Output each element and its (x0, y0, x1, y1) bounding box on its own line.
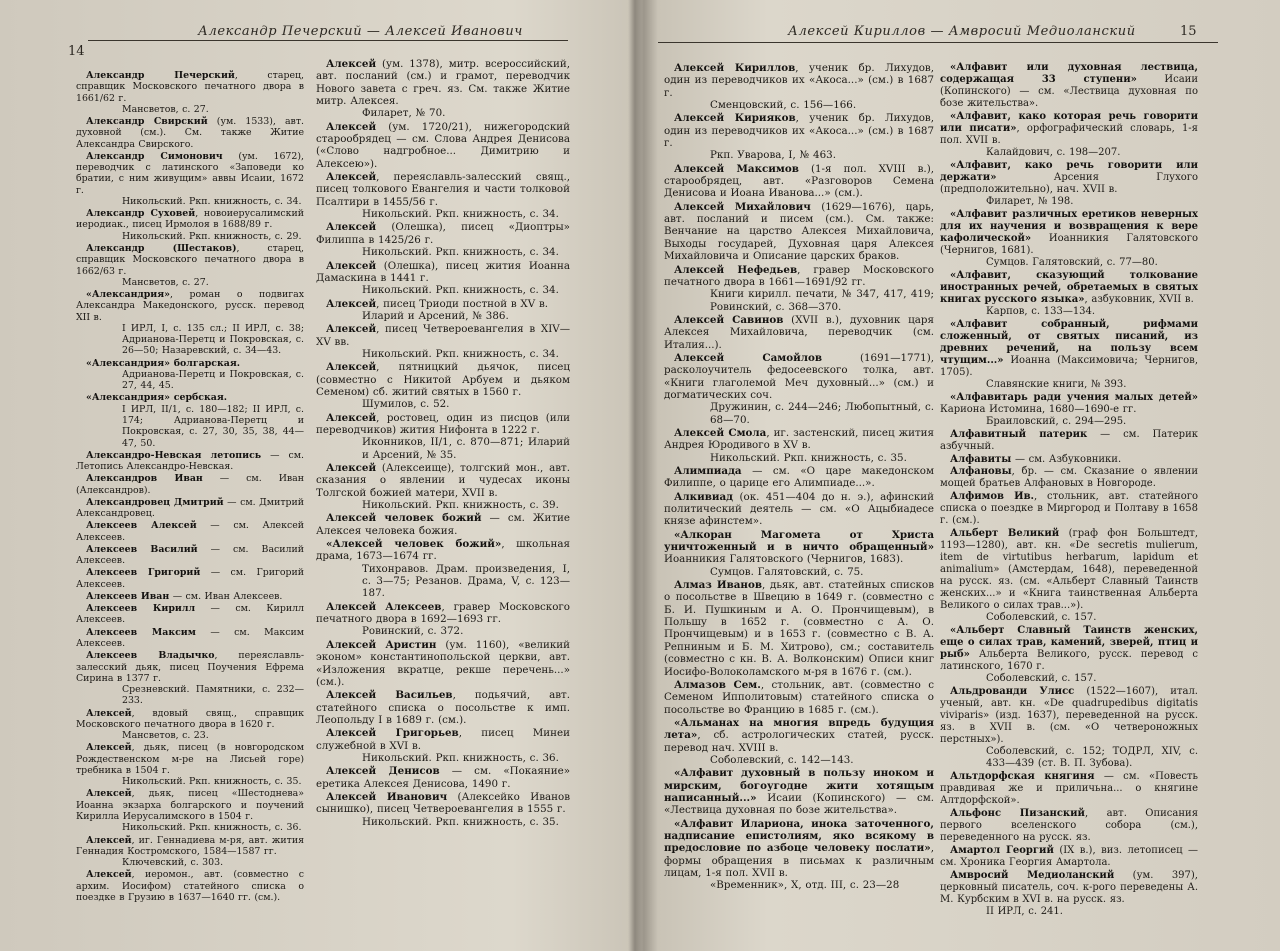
entry-headword: Александр Печерский (86, 70, 235, 81)
entry-source: Соболевский, с. 157. (986, 612, 1097, 624)
entry-headword: Александр Симонович (86, 150, 223, 162)
dictionary-entry (664, 427, 934, 464)
entry-text: — см. «Повесть правдивая же и приличьна... о княгине Алтдорфской». (940, 771, 1199, 807)
entry-headword: Альдрованди Улисс (950, 686, 1075, 698)
column-2 (316, 58, 570, 829)
dictionary-entry (664, 491, 934, 528)
entry-source: Мансветов, с. 27. (122, 103, 209, 115)
entry-headword: Александров Иван (86, 473, 203, 485)
entry-text: Альберта Великого, русск. перевод с латинского, 1670 г. (940, 649, 1198, 673)
left-page (0, 0, 632, 951)
entry-headword: Алексей (326, 221, 377, 234)
entry-text: (Алексеище), толгский мон., авт. сказания о явлении и чудесах иконы Толгской божией матери, XVII в. (316, 462, 570, 499)
dictionary-entry (316, 462, 570, 511)
entry-source: Никольский. Ркп. книжность, с. 35. (122, 776, 302, 788)
dictionary-entry (76, 627, 304, 650)
entry-source: Тихонравов. Драм. произведения, I, с. 3—75; Резанов. Драма, V, с. 123—187. (362, 562, 570, 600)
dictionary-entry (664, 717, 934, 766)
entry-headword: «Александрия» сербская. (86, 392, 228, 404)
entry-text: — см. «Покаяние» еретика Алексея Денисова, 1490 г. (316, 765, 570, 790)
dictionary-entry (940, 454, 1198, 466)
entry-text: , пятницкий дьячок, писец (совместно с Никитой Арбуем и дьяком Семеном) сб. житий святых в 1560 г. (316, 361, 570, 398)
entry-text: , иг. Геннадиева м-ря, авт. жития Геннадия Костромского, 1584—1587 гг. (76, 834, 304, 857)
entry-text: — см. Житие Алексея человека божия. (316, 512, 570, 537)
entry-headword: Александр Суховей (86, 208, 196, 220)
entry-text: , новоиерусалимский иеродиак., писец Ирмолоя в 1688/89 г. (76, 208, 304, 231)
entry-source: Мансветов, с. 23. (122, 730, 209, 742)
entry-headword: Алексей (326, 323, 377, 336)
dictionary-entry (76, 520, 304, 543)
entry-headword: Алексеев Алексей (86, 520, 197, 532)
entry-headword: «Алфавитарь ради учения малых детей» (950, 391, 1198, 403)
dictionary-entry (76, 243, 304, 288)
entry-text: , старец, справщик Московского печатного двора в 1662/63 г. (76, 242, 304, 277)
entry-headword: Алексей Аристин (326, 638, 437, 651)
entry-headword: Алексей (326, 171, 377, 184)
running-title: Александр Печерский — Алексей Иванович (198, 24, 523, 39)
entry-text: , стольник, авт. (совместно с Семеном Ипполитовым) статейного списка о посольстве во Францию в 1685 г. (см.). (664, 678, 934, 716)
dictionary-entry (76, 835, 304, 869)
dictionary-entry (316, 689, 570, 726)
dictionary-entry (76, 742, 304, 787)
entry-text: Арсения Глухого (предположительно), нач. XVII в. (940, 171, 1198, 195)
entry-text: — см. Алексей Алексеев. (76, 520, 304, 543)
dictionary-entry (76, 450, 304, 473)
right-page (640, 0, 1280, 951)
column-1 (76, 70, 304, 904)
entry-headword: Алмаз Иванов (674, 579, 762, 592)
dictionary-entry (76, 567, 304, 590)
entry-headword: Алексей (326, 259, 377, 272)
entry-source: I ИРЛ, II/1, с. 180—182; II ИРЛ, с. 174; Адрианова-Перетц и Покровская, с. 27, 30, 35, 38, 44—47, 50. (122, 403, 304, 449)
dictionary-entry (664, 163, 934, 200)
dictionary-entry (940, 808, 1198, 844)
dictionary-entry (76, 70, 304, 115)
entry-text: , писец Триоди постной в XV в. (376, 297, 549, 310)
entry-text: , роман о подвигах Александра Македонского, русск. перевод XII в. (76, 289, 304, 323)
dictionary-entry (940, 319, 1198, 391)
entry-text: (1691—1771), расколоучитель федосеевского толка, авт. «Книги глаголемой Меч духовный...» (см.) и догматических соч. (664, 351, 934, 401)
column-2 (940, 62, 1198, 919)
entry-headword: Алексеев Максим (86, 626, 196, 638)
entry-headword: Алексей Кирияков (674, 112, 796, 125)
entry-source: Карпов, с. 133—134. (986, 305, 1096, 317)
entry-text: , дьяк, писец (в новгородском Рождественском м-ре на Лисьей горе) требника в 1504 г. (76, 742, 304, 776)
entry-headword: Алексей Кириллов (674, 62, 796, 74)
column-1 (664, 62, 934, 893)
entry-headword: Алфимов Ив. (950, 491, 1034, 503)
entry-headword: Алкивиад (674, 490, 734, 503)
entry-text: — см. «О царе македонском Филиппе, о царице его Алимпиаде...». (664, 465, 934, 490)
dictionary-entry (316, 260, 570, 297)
entry-text: , переяславль-залесский дьяк, писец Поучения Ефрема Сирина в 1377 г. (76, 650, 304, 684)
entry-headword: Александро-Невская летопись (86, 449, 262, 461)
entry-text: — см. Летопись Александро-Невская. (76, 449, 304, 473)
dictionary-entry (76, 392, 304, 448)
entry-headword: Алексеев Василий (86, 543, 198, 555)
entry-text: (ок. 451—404 до н. э.), афинский политический деятель — см. «О Ацыбиадесе князе афинстем». (664, 490, 934, 528)
entry-source: Никольский. Ркп. книжность, с. 29. (122, 230, 302, 242)
entry-headword: Алексей Иванович (326, 790, 448, 803)
dictionary-entry (940, 771, 1198, 807)
entry-text: Исаии (Копинского) — см. «Лествица духовная по бозе жительства». (664, 791, 934, 817)
dictionary-entry (940, 209, 1198, 269)
entry-source: I ИРЛ, I, с. 135 сл.; II ИРЛ, с. 38; Адрианова-Перетц и Покровская, с. 26—50; Назаревский, с. 34—43. (122, 322, 304, 357)
dictionary-entry (316, 171, 570, 220)
dictionary-entry (316, 361, 570, 410)
dictionary-entry (940, 491, 1198, 527)
entry-headword: Алексей (326, 411, 377, 424)
dictionary-entry (664, 112, 934, 161)
entry-headword: «Альманах на многия впредь будущия лета» (664, 716, 934, 742)
dictionary-entry (664, 465, 934, 490)
entry-text: , подьячий, авт. статейного списка о посольстве к имп. Леопольду I в 1689 г. (см.). (316, 689, 570, 726)
entry-headword: Амартол Георгий (950, 845, 1054, 856)
entry-text: , орфографический словарь, 1-я пол. XVII в. (940, 122, 1198, 146)
dictionary-entry (76, 289, 304, 357)
dictionary-entry (940, 686, 1198, 770)
entry-text: , азбуковник, XVII в. (1084, 293, 1194, 305)
entry-headword: Алексеев Владычко (86, 650, 215, 662)
dictionary-entry (940, 625, 1198, 685)
entry-headword: «Александрия» (86, 289, 171, 301)
dictionary-entry (316, 765, 570, 790)
entry-text: , ученик бр. Лихудов, один из переводчиков их «Акоса...» (см.) в 1687 г. (664, 112, 934, 150)
entry-source: «Временник», X, отд. III, с. 23—28 (710, 879, 900, 892)
entry-text: (1-я пол. XVIII в.), старообрядец, авт. «Разговоров Семена Денисова и Иоана Иванова...» (см.). (664, 162, 934, 200)
entry-headword: Алексей Денисов (326, 765, 440, 778)
entry-headword: Алексей Самойлов (674, 351, 822, 364)
dictionary-entry (316, 298, 570, 323)
dictionary-entry (316, 412, 570, 461)
entry-headword: Александровец Дмитрий (86, 496, 224, 508)
entry-headword: «Алфавит или духовная лествица, содержащая 33 ступени» (940, 62, 1198, 85)
entry-text: (XVII в.), духовник царя Алексея Михайловича, переводчик (см. Италия...). (664, 313, 934, 351)
entry-text: (ум. 1533), авт. духовной (см.). См. также Житие Александра Свирского. (76, 116, 305, 150)
entry-text: , писец Минеи служебной в XVI в. (316, 727, 570, 752)
entry-source: Сумцов. Галятовский, с. 77—80. (986, 256, 1158, 268)
entry-text: , иеромон., авт. (совместно с архим. Иосифом) статейного списка о поездке в Грузию в 1637—1640 гг. (см.). (76, 869, 304, 903)
entry-source: Соболевский, с. 152; ТОДРЛ, XIV, с. 433—439 (ст. В. П. Зубова). (986, 746, 1198, 770)
dictionary-entry (664, 818, 934, 892)
entry-source: Сменцовский, с. 156—166. (710, 99, 857, 112)
dictionary-entry (316, 727, 570, 764)
entry-text: (граф фон Больштедт, 1193—1280), авт. кн. «De secretis mulierum, item de virtutibus herbarum, lapidum et animalium» (Амстердам, 1648), переведенной на русск. яз. (см. «Альберт Славный Таинств женских...» и «Книга таинственная Альберта Великого о силах трав...»). (940, 528, 1198, 612)
entry-source: Ркп. Уварова, I, № 463. (710, 149, 836, 162)
dictionary-entry (316, 538, 570, 600)
right-page-header (640, 0, 1280, 48)
entry-headword: Алексей (326, 58, 377, 70)
entry-source: Сумцов. Галятовский, с. 75. (710, 565, 864, 578)
entry-headword: Алексей (326, 297, 377, 310)
dictionary-entry (316, 639, 570, 688)
dictionary-entry (664, 264, 934, 313)
entry-text: , сб. астрологических статей, русск. перевод нач. XVIII в. (664, 729, 934, 754)
entry-source: Никольский. Ркп. книжность, с. 39. (362, 499, 559, 512)
entry-text: — см. Кирилл Алексеев. (76, 603, 304, 626)
dictionary-entry (316, 512, 570, 537)
entry-text: , ростовец, один из писцов (или переводчиков) жития Нифонта в 1222 г. (316, 411, 570, 436)
entry-source: Никольский. Ркп. книжность, с. 34. (362, 246, 559, 259)
entry-text: — см. Максим Алексеев. (76, 626, 304, 650)
dictionary-entry (664, 579, 934, 678)
entry-headword: Алексей Михайлович (674, 200, 811, 213)
entry-source: II ИРЛ, с. 241. (986, 905, 1063, 917)
entry-source: Филарет, № 70. (362, 107, 446, 120)
dictionary-entry (76, 151, 304, 207)
dictionary-entry (940, 528, 1198, 624)
header-rule (88, 40, 568, 41)
entry-headword: Александр Свирский (86, 116, 208, 128)
entry-source: Никольский. Ркп. книжность, с. 35. (362, 815, 559, 828)
entry-text: , переяславль-залесский свящ., писец толкового Евангелия и части толковой Псалтири в 1455/56 г. (316, 171, 570, 208)
entry-text: , иг. застенский, писец жития Андрея Юродивого в XV в. (664, 426, 934, 452)
entry-text: , школьная драма, 1673—1674 гг. (316, 538, 570, 563)
entry-source: Никольский. Ркп. книжность, с. 35. (710, 451, 907, 464)
entry-headword: Алексей (326, 120, 377, 133)
entry-headword: Алексей (86, 788, 132, 800)
dictionary-entry (664, 62, 934, 111)
dictionary-entry (316, 121, 570, 170)
entry-text: , писец Четвероевангелия в XIV—XV вв. (316, 323, 570, 348)
entry-headword: Алексей Смола (674, 426, 767, 439)
dictionary-entry (940, 270, 1198, 318)
entry-source: Никольский. Ркп. книжность, с. 34. (362, 284, 559, 297)
entry-headword: Алексей (326, 462, 377, 474)
entry-headword: «Алфавит, како речь говорити или держати» (940, 159, 1198, 183)
entry-text: — см. Патерик азбучный. (940, 428, 1198, 452)
entry-text: , вдовый свящ., справщик Московского печатного двора в 1620 г. (76, 707, 304, 730)
dictionary-entry (76, 650, 304, 706)
entry-source: Дружинин, с. 244—246; Любопытный, с. 68—70. (710, 401, 934, 426)
entry-source: Ровинский, с. 372. (362, 625, 464, 638)
entry-text: (ум. 1720/21), нижегородский старообрядец — см. Слова Андрея Денисова («Слово надгробное... Димитрию и Алексею»). (316, 120, 570, 170)
entry-headword: Алфавиты (950, 453, 1012, 465)
entry-text: , дьяк, авт. статейных списков о посольстве в Швецию в 1649 г. (совместно с Б. И. Пушкиным и А. О. Прончищевым), в Польшу в 1652 г. (совместно с А. О. Прончищевым) и в 1653 г. (совместно с В. А. Репниным и Б. М. Хитрово), см.; составитель (совместно с кн. В. А. Волконским) Описи книг Иосифо-Волоколамского м-ря в 1676 г. (см.). (664, 579, 934, 678)
entry-text: Кариона Истомина, 1680—1690-е гг. (940, 403, 1137, 415)
dictionary-entry (76, 358, 304, 392)
entry-headword: Альберт Великий (950, 528, 1060, 540)
entry-source: Никольский. Ркп. книжность, с. 36. (122, 822, 302, 834)
entry-headword: Алмазов Сем. (674, 678, 761, 691)
entry-text: Исаии (Копинского) — см. «Лествица духовная по бозе жительства». (940, 73, 1199, 109)
dictionary-entry (316, 323, 570, 360)
dictionary-entry (664, 352, 934, 426)
entry-text: (IX в.), виз. летописец — см. Хроника Георгия Амартола. (940, 845, 1198, 868)
entry-source: Срезневский. Памятники, с. 232—233. (122, 684, 304, 707)
entry-text: — см. Дмитрий Александровец. (76, 496, 304, 520)
entry-headword: Алфавитный патерик (950, 428, 1088, 440)
entry-headword: Алексей Васильев (326, 689, 453, 702)
entry-source: Адрианова-Перетц и Покровская, с. 27, 44, 45. (122, 368, 304, 392)
dictionary-entry (940, 466, 1198, 490)
dictionary-entry (316, 58, 570, 120)
entry-text: Иоанна (Максимовича; Чернигов, 1705). (940, 354, 1198, 378)
dictionary-entry (76, 603, 304, 626)
entry-source: Калайдович, с. 198—207. (986, 146, 1121, 158)
entry-headword: «Альберт Славный Таинств женских, еще о силах трав, камений, зверей, птиц и рыб» (940, 625, 1198, 661)
entry-text: — см. Азбуковники. (1011, 453, 1122, 465)
entry-headword: Алексеев Кирилл (86, 603, 196, 615)
entry-text: , старец, справщик Московского печатного двора в 1661/62 г. (76, 70, 305, 104)
dictionary-entry (940, 870, 1198, 918)
dictionary-entry (76, 708, 304, 742)
dictionary-entry (316, 791, 570, 828)
entry-source: Никольский. Ркп. книжность, с. 36. (362, 751, 559, 764)
entry-text: , ученик бр. Лихудов, один из переводчиков их «Акоса...» (см.) в 1687 г. (664, 62, 934, 99)
dictionary-entry (940, 111, 1198, 159)
entry-text: — см. Григорий Алексеев. (76, 567, 304, 590)
entry-headword: Альфонс Пизанский (950, 808, 1085, 820)
entry-headword: Алимпиада (674, 465, 742, 477)
dictionary-entry (664, 679, 934, 716)
entry-text: — см. Иван Алексеев. (169, 590, 283, 602)
header-rule (658, 42, 1218, 43)
entry-headword: Алексей (86, 834, 132, 846)
entry-source: Никольский. Ркп. книжность, с. 34. (122, 195, 302, 207)
entry-headword: Алексей (86, 869, 132, 881)
entry-headword: Алексей Алексеев (326, 600, 442, 613)
dictionary-entry (76, 544, 304, 567)
entry-headword: Алексей (326, 361, 377, 374)
dictionary-entry (940, 429, 1198, 453)
entry-headword: Алфановы (950, 466, 1012, 478)
entry-source: Ключевский, с. 303. (122, 857, 224, 869)
dictionary-entry (76, 208, 304, 242)
dictionary-entry (940, 845, 1198, 869)
entry-text: , авт. Описания первого вселенского собора (см.), переведенного на русск. яз. (940, 808, 1199, 844)
entry-text: , гравер Московского печатного двора в 1661—1691/92 гг. (664, 263, 934, 288)
dictionary-entry (664, 529, 934, 578)
dictionary-entry (940, 160, 1198, 208)
dictionary-entry (940, 62, 1198, 110)
entry-text: (ум. 397), церковный писатель, соч. к-рого переведены А. М. Курбским в XVI в. на русск. яз. (940, 869, 1198, 905)
entry-headword: Алексей Максимов (674, 162, 799, 175)
dictionary-entry (664, 314, 934, 351)
entry-headword: «Алексей человек божий» (326, 538, 502, 551)
entry-text: — см. Иван (Александров). (76, 473, 304, 496)
entry-text: , стольник, авт. статейного списка о поездке в Миргород и Полтаву в 1658 г. (см.). (940, 491, 1198, 527)
dictionary-entry (76, 869, 304, 903)
entry-source: Браиловский, с. 294—295. (986, 415, 1127, 427)
entry-text: (ум. 1672), переводчик с латинского «Заповеди ко братии, с ним живущим» аввы Исаии, 1672 г. (76, 150, 305, 196)
entry-headword: «Алфавит различных еретиков неверных для их научения и возвращения к вере кафолической» (940, 208, 1198, 244)
dictionary-entry (76, 473, 304, 496)
entry-text: , бр. — см. Сказание о явлении мощей братьев Алфановых в Новгороде. (940, 466, 1198, 490)
entry-headword: Алексеев Иван (86, 590, 170, 602)
running-title: Алексей Кириллов — Амвросий Медиоланский (788, 24, 1136, 39)
page-number: 14 (68, 44, 85, 59)
dictionary-entry (76, 497, 304, 520)
entry-text: Иоанникия Галятовского (Чернигов, 1681). (940, 232, 1198, 256)
entry-source: Соболевский, с. 142—143. (710, 753, 854, 766)
entry-source: Иконников, II/1, с. 870—871; Иларий и Арсений, № 35. (362, 436, 570, 461)
entry-headword: Алексей Савинов (674, 313, 784, 326)
entry-source: Книги кирилл. печати, № 347, 417, 419; Ровинский, с. 368—370. (710, 288, 934, 313)
left-page-header (0, 0, 632, 59)
entry-headword: Алексей (86, 707, 132, 719)
entry-text: (1522—1607), итал. ученый, авт. кн. «De quadrupedibus digitatis viviparis» (изд. 1637), переведенной на русск. яз. в XVII в. (см. «О четвероножных перстных»). (940, 686, 1198, 746)
entry-headword: Альтдорфская княгиня (950, 771, 1095, 783)
page-number: 15 (1180, 24, 1197, 39)
dictionary-entry (76, 788, 304, 833)
dictionary-entry (664, 767, 934, 816)
entry-source: Никольский. Ркп. книжность, с. 34. (362, 208, 559, 221)
entry-headword: Алексей Нефедьев (674, 263, 798, 276)
entry-source: Мансветов, с. 27. (122, 276, 209, 288)
entry-headword: Амвросий Медиоланский (950, 869, 1115, 881)
entry-text: , дьяк, писец «Шестоднева» Иоанна экзарха болгарского и поучений Кирилла Иерусалимского в 1504 г. (76, 788, 304, 822)
entry-source: Филарет, № 198. (986, 195, 1074, 207)
entry-headword: «Алфавит, сказующий толкование иностранных речей, обретаемых в святых книгах русского языка» (940, 269, 1198, 305)
entry-source: Славянские книги, № 393. (986, 378, 1127, 390)
entry-source: Соболевский, с. 157. (986, 673, 1097, 685)
entry-source: Никольский. Ркп. книжность, с. 34. (362, 347, 559, 360)
entry-text: (Олешка), писец жития Иоанна Дамаскина в 1441 г. (316, 259, 570, 284)
entry-headword: «Алфавит Илариона, инока заточенного, надписание епистолиям, яко всякому в предословие по азбоце человеку послати» (664, 817, 934, 855)
entry-text: (Алексейко Иванов сынишко), писец Четвероевангелия в 1555 г. (316, 790, 570, 816)
dictionary-entry (940, 392, 1198, 428)
entry-headword: Алексей Григорьев (326, 727, 459, 740)
entry-text: , гравер Московского печатного двора в 1692—1693 гг. (316, 600, 570, 626)
entry-headword: Алексей человек божий (326, 512, 482, 525)
entry-text: (ум. 1160), «великий эконом» константинопольской церкви, авт. «Изложения вкратце, рекше перечень...» (см.). (316, 638, 570, 688)
entry-text: (ум. 1378), митр. всероссийский, авт. посланий (см.) и грамот, переводчик Нового завета с греч. яз. См. также Житие митр. Алексея. (316, 58, 570, 108)
dictionary-entry (316, 221, 570, 258)
dictionary-entry (664, 201, 934, 263)
entry-headword: «Алкоран Магомета от Христа уничтоженный и в ничто обращенный» (664, 528, 934, 554)
entry-text: (Олешка), писец «Диоптры» Филиппа в 1425/26 г. (316, 221, 570, 246)
entry-headword: Александр (Шестаков) (86, 242, 237, 254)
entry-headword: Алексеев Григорий (86, 567, 201, 579)
dictionary-entry (76, 591, 304, 602)
entry-source: Иларий и Арсений, № 386. (362, 309, 509, 322)
entry-headword: «Александрия» болгарская. (86, 357, 241, 369)
entry-source: Шумилов, с. 52. (362, 398, 450, 411)
entry-text: , формы обращения в письмах к различным лицам, 1-я пол. XVII в. (664, 842, 934, 879)
entry-headword: Алексей (86, 742, 132, 754)
dictionary-entry (76, 116, 304, 150)
entry-headword: «Алфавит духовный в пользу иноком и мирским, богоугодне жити хотящым написанный...» (664, 767, 934, 804)
entry-text: Иоанникия Галятовского (Чернигов, 1683). (664, 553, 904, 566)
entry-headword: «Алфавит собранный, рифмами сложенный, от святых писаний, из древних речений, на пользу всем чтущим...» (940, 318, 1198, 366)
dictionary-entry (316, 601, 570, 638)
entry-text: — см. Василий Алексеев. (76, 543, 304, 567)
entry-headword: «Алфавит, како которая речь говорити или писати» (940, 110, 1198, 134)
entry-text: (1629—1676), царь, авт. посланий и писем (см.). См. также: Венчание на царство Алексея Михайловича, Выходы государей, Духовная царя Алексея Михайловича и Описание царских браков. (664, 200, 934, 263)
